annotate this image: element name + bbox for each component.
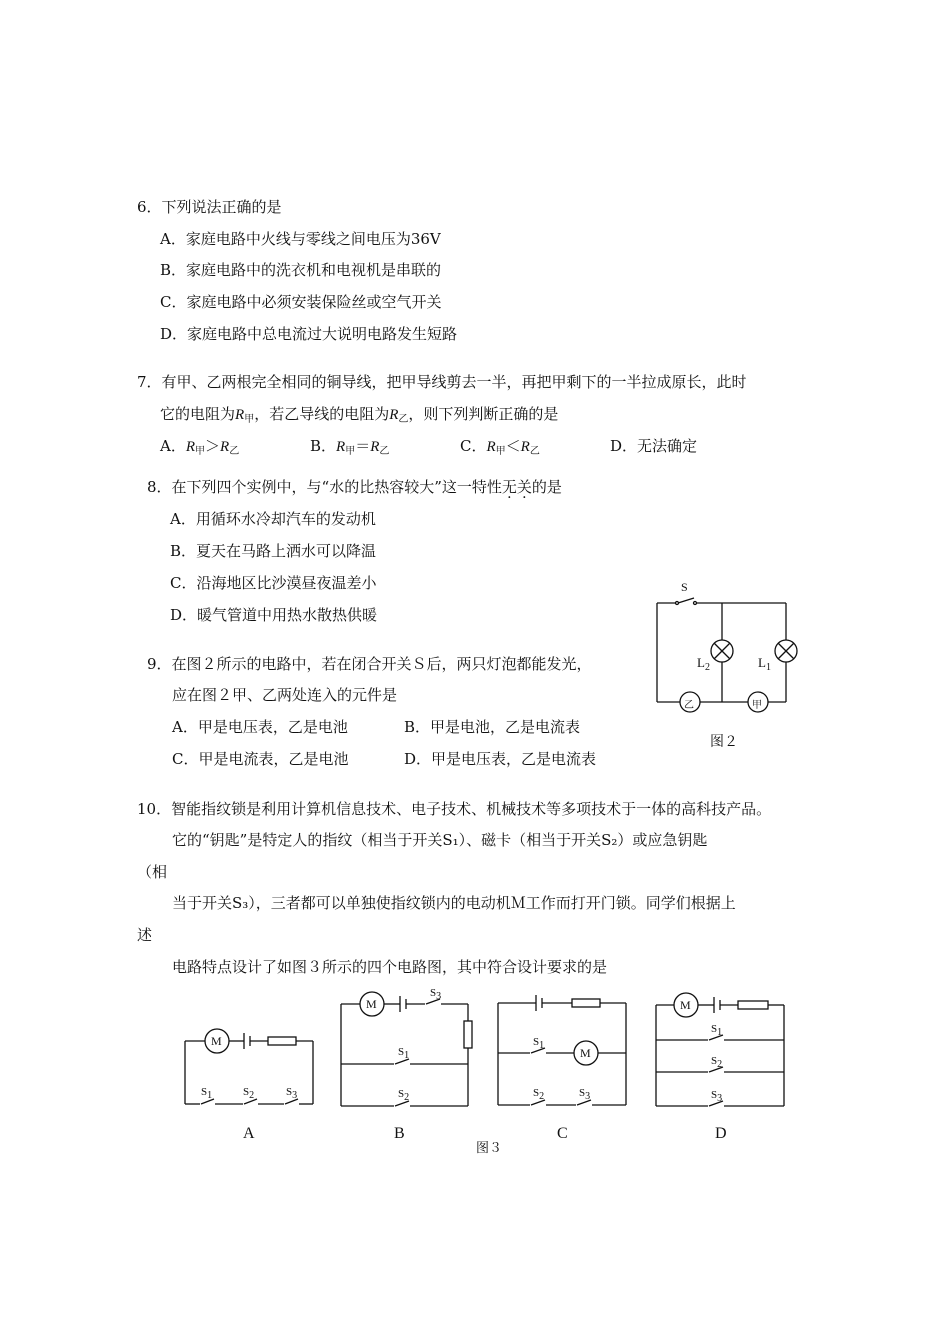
q6-option-d: D．家庭电路中总电流过大说明电路发生短路 [160, 325, 458, 343]
switch-a1-label: S1 [201, 1086, 213, 1101]
fig3-label-c: C [557, 1125, 568, 1142]
q9-line1: 9．在图２所示的电路中，若在闭合开关Ｓ后，两只灯泡都能发光， [147, 655, 592, 673]
circuit-c [498, 995, 626, 1105]
q8-option-a: A．用循环水冷却汽车的发动机 [170, 510, 376, 528]
q8-stem: 8．在下列四个实例中，与“水的比热容较大”这一特性无关的是 [147, 478, 562, 496]
switch-c2-label: S2 [533, 1087, 545, 1102]
q10-line1: 10．智能指纹锁是利用计算机信息技术、电子技术、机械技术等多项技术于一体的高科技产品。 [137, 800, 772, 818]
q7-line1: 7．有甲、乙两根完全相同的铜导线，把甲导线剪去一半，再把甲剩下的一半拉成原长，此时 [137, 373, 747, 391]
fig3-label-b: B [394, 1125, 405, 1142]
switch-d3-label: S3 [711, 1089, 723, 1104]
q10-line3: 当于开关S₃），三者都可以单独使指纹锁内的电动机Ｍ工作而打开门锁。同学们根据上 [172, 894, 736, 912]
q8-option-c: C．沿海地区比沙漠昼夜温差小 [170, 574, 377, 592]
switch-a2-label: S2 [243, 1086, 255, 1101]
motor-c-label: M [580, 1046, 591, 1060]
q7-option-b: B．$R_甲=R_乙$ [310, 437, 390, 457]
q10-line3b: 述 [137, 926, 153, 944]
q6-option-c: C．家庭电路中必须安装保险丝或空气开关 [160, 293, 442, 311]
switch-c3-label: S3 [579, 1087, 591, 1102]
switch-b2-label: S2 [398, 1088, 410, 1103]
q7-line2: 它的电阻为$R_甲$，若乙导线的电阻为$R_乙$，则下列判断正确的是 [160, 405, 559, 425]
switch-b3-label: S3 [430, 987, 442, 1002]
q6-option-a: A．家庭电路中火线与零线之间电压为36V [160, 230, 441, 248]
q8-option-b: B．夏天在马路上洒水可以降温 [170, 542, 377, 560]
q9-option-d: D．甲是电压表，乙是电流表 [404, 750, 597, 768]
q6-option-b: B．家庭电路中的洗衣机和电视机是串联的 [160, 261, 442, 279]
q10-line2b: （相 [137, 863, 168, 881]
q7-option-a: A．$R_甲>R_乙$ [160, 437, 240, 457]
motor-a-label: M [211, 1034, 222, 1048]
q7-option-c: C．$R_甲<R_乙$ [460, 437, 540, 457]
q9-option-b: B．甲是电池，乙是电流表 [404, 718, 581, 736]
switch-c1-label: S1 [533, 1036, 545, 1051]
motor-b-label: M [366, 997, 377, 1011]
fig2-caption: 图２ [710, 735, 738, 750]
fig2-l2-label: $L_2$ [697, 655, 710, 673]
switch-b1-label: S1 [398, 1046, 410, 1061]
q10-line2: 它的“钥匙”是特定人的指纹（相当于开关S₁）、磁卡（相当于开关S₂）或应急钥匙 [172, 831, 708, 849]
lamp-l2-icon [711, 640, 733, 662]
q6-stem: 6．下列说法正确的是 [137, 198, 282, 216]
fig3-label-d: D [715, 1125, 727, 1142]
q9-option-a: A．甲是电压表，乙是电池 [172, 718, 348, 736]
q9-option-c: C．甲是电流表，乙是电池 [172, 750, 349, 768]
fig2-yi-label: 乙 [684, 700, 694, 711]
fig3-label-a: A [243, 1125, 255, 1142]
fig2-switch-label: S [681, 580, 688, 594]
q7-option-d: D．无法确定 [610, 437, 698, 455]
fig3-caption: 图３ [476, 1140, 503, 1155]
fig2-jia-label: 甲 [752, 700, 762, 711]
q8-option-d: D．暖气管道中用热水散热供暖 [170, 606, 378, 624]
switch-d2-label: S2 [711, 1055, 723, 1070]
q10-line4: 电路特点设计了如图３所示的四个电路图，其中符合设计要求的是 [172, 958, 608, 976]
switch-a3-label: S3 [286, 1086, 298, 1101]
q9-line2: 应在图２甲、乙两处连入的元件是 [172, 686, 398, 704]
switch-d1-label: S1 [711, 1023, 723, 1038]
lamp-l1-icon [775, 640, 797, 662]
motor-d-label: M [680, 998, 691, 1012]
fig2-l1-label: $L_1$ [758, 655, 771, 673]
